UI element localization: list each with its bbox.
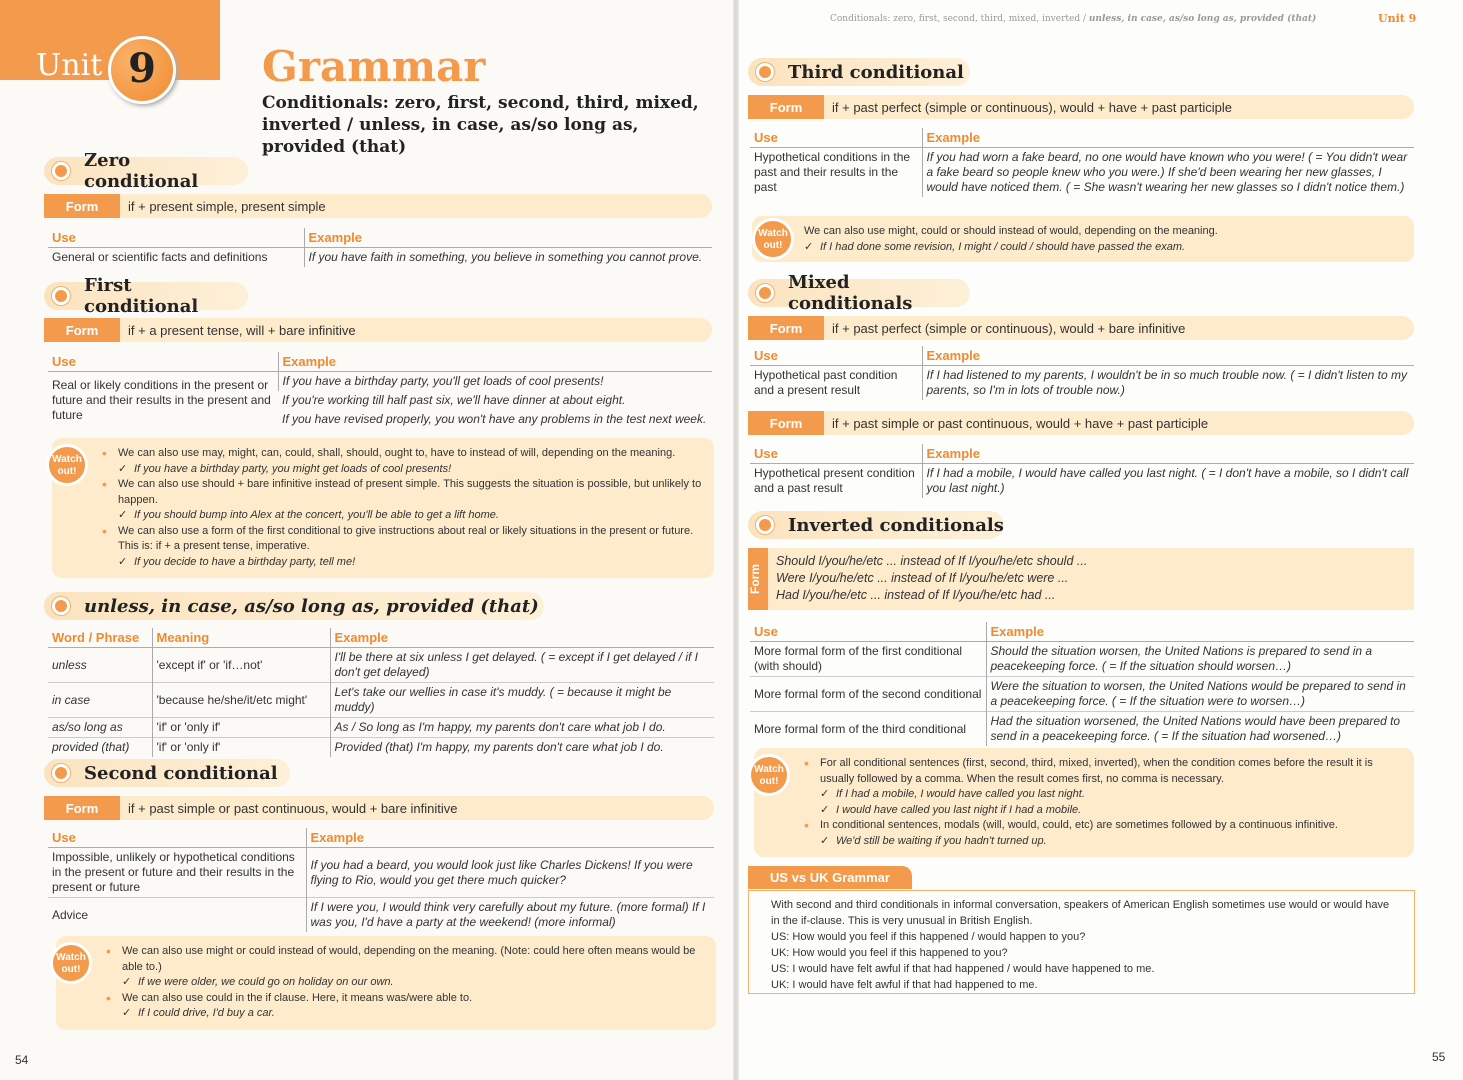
section-title: Mixed conditionals [788, 272, 913, 314]
unit-number: 9 [108, 36, 176, 104]
use-header: Use [750, 622, 986, 642]
unless-table [48, 628, 714, 757]
watch-example: ✓ I would have called you last night if I had a mobile. [820, 803, 1404, 819]
section-title: First conditional [84, 275, 199, 317]
mixed-table-1 [750, 346, 1414, 400]
page-subtitle: Conditionals: zero, first, second, third, mixed, inverted / unless, in case, as/so long as, provided (that) [262, 93, 699, 157]
form-label: Form [44, 194, 120, 218]
form-line: Were I/you/he/etc ... instead of If I/you/he/etc were ... [776, 571, 1069, 585]
example-header: Example [304, 228, 712, 248]
word-cell: unless [52, 657, 87, 672]
form-label: Form [748, 411, 824, 435]
use-cell: More formal form of the second conditional [750, 677, 986, 712]
form-text: if + present simple, present simple [128, 198, 326, 214]
use-cell: General or scientific facts and definitions [52, 250, 268, 264]
meaning-cell: 'except if' or 'if…not' [152, 648, 330, 683]
example-cell: If you're working till half past six, we'll have dinner at about eight. [282, 393, 626, 407]
page-number-left: 54 [15, 1053, 29, 1067]
word-cell: as/so long as [48, 718, 152, 738]
section-header-second [44, 759, 290, 787]
example-cell: Were the situation to worsen, the United Nations would be prepared to send in a peacekeeping force. ( = If the situation were to worsen…) [986, 677, 1414, 712]
unit-label: Unit [36, 48, 103, 83]
section-header-third [748, 58, 970, 86]
zero-table [48, 228, 712, 267]
first-table [48, 352, 712, 429]
section-header-first [44, 275, 248, 317]
section-bullet-icon [52, 162, 70, 180]
form-bar-second [44, 796, 714, 820]
us-uk-line: UK: I would have felt awful if that had happened to me. [771, 979, 1038, 991]
watch-point: • We can also use might or could instead of would, depending on the meaning. (Note: could here often means would be able to.) [122, 944, 706, 975]
watch-example: ✓ If I had a mobile, I would have called you last night. [820, 787, 1404, 803]
watch-out-third [752, 216, 1414, 262]
word-cell: in case [48, 683, 152, 718]
example-cell: Let's take our wellies in case it's muddy. ( = because it might be muddy) [330, 683, 714, 718]
watch-out-first [52, 438, 714, 578]
running-header-right: unless, in case, as/so long as, provided (that) [1088, 14, 1317, 24]
form-bar-zero [44, 194, 712, 218]
watch-example: ✓ If you have a birthday party, you might get loads of cool presents! [118, 462, 704, 478]
watch-out-inverted [754, 748, 1414, 857]
watch-point: • We can also use a form of the first conditional to give instructions about real or likely situations in the present or future. This is: if + a present tense, imperative. [118, 524, 704, 555]
example-header: Example [922, 346, 1414, 366]
section-bullet-icon [52, 287, 70, 305]
form-text: if + past simple or past continuous, would + have + past participle [832, 415, 1209, 431]
running-header-unit: Unit 9 [1378, 12, 1417, 25]
example-cell: If I were you, I would think very carefully about my future. (more formal) If I was you, I'd have a party at the weekend! (more informal) [306, 898, 714, 933]
watch-out-second [56, 936, 716, 1030]
section-bullet-icon [756, 516, 774, 534]
watch-point: • In conditional sentences, modals (will, would, could, etc) are sometimes followed by a continuous infinitive. [820, 818, 1404, 834]
use-header: Use [48, 828, 306, 848]
mixed-table-2 [750, 444, 1414, 498]
example-cell: As / So long as I'm happy, my parents don't care what job I do. [330, 718, 714, 738]
example-cell: If you have a birthday party, you'll get loads of cool presents! [278, 372, 712, 392]
us-uk-line: US: I would have felt awful if that had happened / would have happened to me. [771, 963, 1155, 975]
section-title: Second conditional [84, 762, 278, 784]
use-header: Use [750, 346, 922, 366]
meaning-header: Meaning [152, 628, 330, 648]
page-title: Grammar [262, 42, 486, 91]
form-label: Form [748, 548, 768, 610]
watch-point: We can also use might, could or should instead of would, depending on the meaning. [804, 225, 1218, 237]
form-bar-first [44, 318, 712, 342]
example-cell: Had the situation worsened, the United Nations would have been prepared to send in a peacekeeping force. ( = If the situation had worsened…) [986, 712, 1414, 747]
example-cell: If you had a beard, you would look just like Charles Dickens! If you were flying to Rio, would you get there much quicker? [306, 848, 714, 898]
example-header: Example [922, 444, 1414, 464]
form-line: Had I/you/he/etc ... instead of If I/you/he/etc had ... [776, 588, 1056, 602]
use-cell: Hypothetical conditions in the past and their results in the past [754, 150, 911, 194]
use-cell: Hypothetical past condition and a present result [754, 368, 898, 397]
example-cell: Should the situation worsen, the United Nations is prepared to send in a peacekeeping force. ( = If the situation should worsen…) [986, 642, 1414, 677]
word-cell: provided (that) [48, 738, 152, 758]
form-text: if + past perfect (simple or continuous), would + have + past participle [832, 99, 1232, 115]
use-cell: Impossible, unlikely or hypothetical conditions in the present or future and their results in the present or future [52, 850, 295, 894]
section-header-inverted [748, 511, 1004, 539]
form-bar-mixed-2 [748, 411, 1414, 435]
us-uk-line: With second and third conditionals in informal conversation, speakers of American English sometimes use would or would have in the if-clause. This is very unusual in British English. [771, 899, 1390, 927]
form-label: Form [44, 318, 120, 342]
second-table [48, 828, 714, 932]
form-label: Form [748, 316, 824, 340]
section-header-mixed [748, 272, 970, 314]
section-bullet-icon [52, 597, 70, 615]
example-cell: If you have faith in something, you believe in something you cannot prove. [304, 248, 712, 268]
watch-point: • We can also use could in the if clause. Here, it means was/were able to. [122, 991, 706, 1007]
us-uk-box [748, 890, 1415, 994]
us-uk-title: US vs UK Grammar [748, 866, 912, 889]
running-header-left: Conditionals: zero, first, second, third, mixed, inverted / [830, 14, 1089, 24]
watch-example: ✓ If I had done some revision, I might / could / should have passed the exam. [804, 240, 1404, 256]
section-title: Inverted conditionals [788, 514, 1004, 536]
use-cell: Advice [48, 898, 306, 933]
watch-out-badge: Watch out! [50, 942, 92, 984]
third-table [750, 128, 1414, 197]
watch-example: ✓ If you should bump into Alex at the concert, you'll be able to get a lift home. [118, 508, 704, 524]
watch-example: ✓ If we were older, we could go on holiday on our own. [122, 975, 706, 991]
watch-example: ✓ If I could drive, I'd buy a car. [122, 1006, 706, 1022]
watch-point: • We can also use may, might, can, could, shall, should, ought to, have to instead of will, depending on the meaning. [118, 446, 704, 462]
meaning-cell: 'if' or 'only if' [152, 738, 330, 758]
watch-point: • For all conditional sentences (first, second, third, mixed, inverted), when the condition comes before the result it is usually followed by a comma. When the result comes first, no comma is necessary. [820, 756, 1404, 787]
example-header: Example [278, 352, 712, 372]
watch-out-badge: Watch out! [46, 444, 88, 486]
example-header: Example [986, 622, 1414, 642]
section-title: Third conditional [788, 61, 964, 83]
form-text: if + past simple or past continuous, would + bare infinitive [128, 800, 458, 816]
section-bullet-icon [52, 764, 70, 782]
form-label: Form [748, 95, 824, 119]
watch-out-badge: Watch out! [752, 218, 794, 260]
inverted-table [750, 622, 1414, 746]
example-header: Example [306, 828, 714, 848]
watch-out-badge: Watch out! [748, 754, 790, 796]
meaning-cell: 'if' or 'only if' [152, 718, 330, 738]
form-text: if + a present tense, will + bare infinitive [128, 322, 356, 338]
section-title: unless, in case, as/so long as, provided (that) [84, 595, 539, 617]
watch-example: ✓ We'd still be waiting if you hadn't turned up. [820, 834, 1404, 850]
running-header [830, 14, 1316, 24]
example-header: Example [922, 128, 1414, 148]
form-line: Should I/you/he/etc ... instead of If I/you/he/etc should ... [776, 554, 1088, 568]
use-header: Use [48, 352, 278, 372]
section-header-unless [44, 592, 544, 620]
form-label: Form [44, 796, 120, 820]
section-bullet-icon [756, 284, 774, 302]
page-number-right: 55 [1432, 1050, 1446, 1064]
us-uk-line: UK: How would you feel if this happened to you? [771, 947, 1008, 959]
meaning-cell: 'because he/she/it/etc might' [152, 683, 330, 718]
example-cell: Provided (that) I'm happy, my parents don't care what job I do. [330, 738, 714, 758]
section-header-zero [44, 150, 248, 192]
form-bar-mixed-1 [748, 316, 1414, 340]
section-title: Zero conditional [84, 150, 199, 192]
example-cell: I'll be there at six unless I get delayed. ( = except if I get delayed / if I don't get delayed) [330, 648, 714, 683]
section-bullet-icon [756, 63, 774, 81]
example-cell: If I had listened to my parents, I wouldn't be in so much trouble now. ( = I didn't listen to my parents, so I'm in lots of trouble now.) [922, 366, 1414, 401]
book-gutter [733, 0, 739, 1080]
use-cell: Hypothetical present condition and a past result [754, 466, 915, 495]
use-header: Use [750, 128, 922, 148]
word-header: Word / Phrase [48, 628, 152, 648]
form-box-inverted [748, 548, 1414, 610]
example-cell: If you have revised properly, you won't have any problems in the test next week. [282, 412, 707, 426]
watch-point: • We can also use should + bare infinitive instead of present simple. This suggests the situation is possible, but unlikely to happen. [118, 477, 704, 508]
use-header: Use [48, 228, 304, 248]
use-cell: Real or likely conditions in the present or future and their results in the present and future [52, 378, 271, 422]
us-uk-line: US: How would you feel if this happened / would happen to you? [771, 931, 1086, 943]
use-header: Use [750, 444, 922, 464]
use-cell: More formal form of the third conditional [750, 712, 986, 747]
example-header: Example [330, 628, 714, 648]
form-text: if + past perfect (simple or continuous), would + bare infinitive [832, 320, 1186, 336]
example-cell: If you had worn a fake beard, no one would have known who you were! ( = You didn't wear a fake beard so people knew who you were.) If she'd been wearing her new glasses, I would have noticed them. ( = She wasn't wearing her new glasses so I didn't notice them.) [922, 148, 1414, 198]
example-cell: If I had a mobile, I would have called you last night. ( = I don't have a mobile, so I didn't call you last night.) [922, 464, 1414, 499]
use-cell: More formal form of the first conditional (with should) [754, 644, 963, 673]
watch-example: ✓ If you decide to have a birthday party, tell me! [118, 555, 704, 571]
form-bar-third [748, 95, 1414, 119]
